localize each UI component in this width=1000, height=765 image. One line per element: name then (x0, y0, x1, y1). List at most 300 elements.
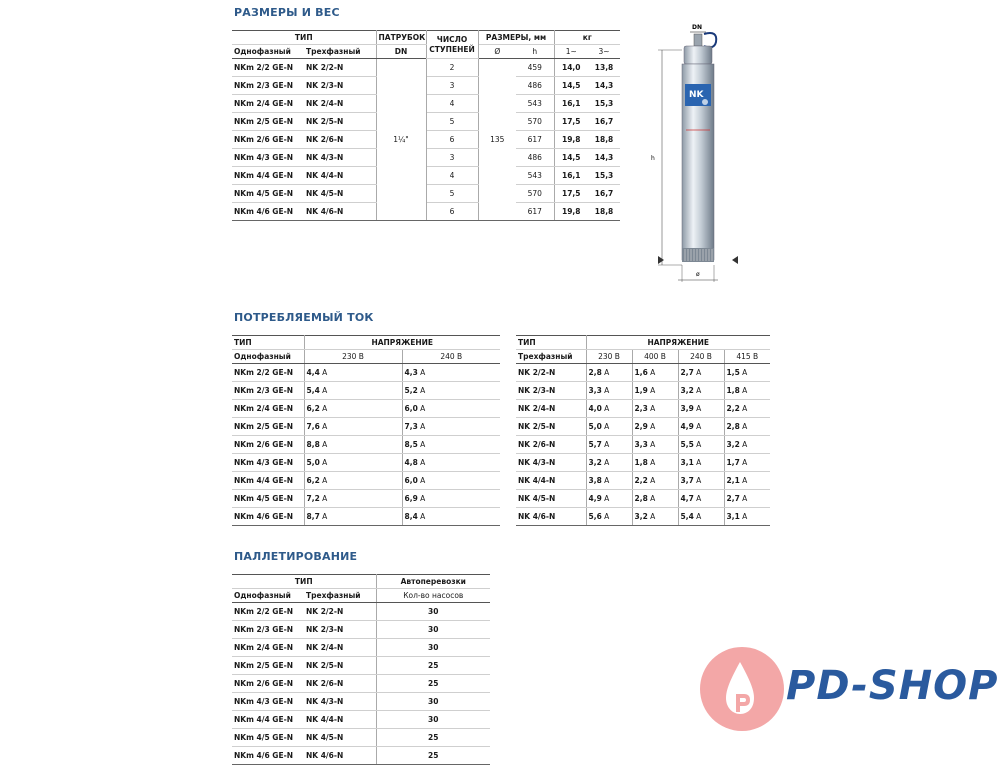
current-value: 3,2 (726, 440, 740, 449)
header-nozzle: ПАТРУБОК (376, 31, 426, 45)
h-value: 617 (516, 131, 554, 149)
model-single: NKm 2/5 GE-N (232, 418, 304, 436)
pallet-header-type: ТИП (232, 575, 376, 589)
model-single: NKm 4/6 GE-N (232, 203, 304, 221)
weight-3ph: 18,8 (588, 131, 620, 149)
current-230 (586, 418, 632, 436)
current-unit: A (417, 494, 426, 503)
pump-qty: 25 (376, 729, 490, 747)
current-value: 3,8 (588, 476, 602, 485)
model-single: NKm 4/3 GE-N (232, 149, 304, 167)
current-unit: A (647, 512, 656, 521)
table-row (232, 603, 490, 621)
current-unit: A (693, 494, 702, 503)
current-value: 3,1 (726, 512, 740, 521)
model-three: NK 2/2-N (304, 603, 376, 621)
model-three: NK 2/6-N (516, 436, 586, 454)
table-row (232, 400, 500, 418)
pallet-table (232, 574, 490, 765)
header-dims: РАЗМЕРЫ, мм (478, 31, 554, 45)
model-three: NK 4/4-N (304, 711, 376, 729)
h-value: 486 (516, 149, 554, 167)
stages-value: 3 (426, 149, 478, 167)
table-row (232, 639, 490, 657)
stages-value: 3 (426, 77, 478, 95)
stages-value: 4 (426, 95, 478, 113)
h-value: 617 (516, 203, 554, 221)
model-three: NK 2/3-N (304, 621, 376, 639)
current-415 (724, 454, 770, 472)
current-value: 5,5 (680, 440, 694, 449)
current-unit: A (693, 440, 702, 449)
model-single: NKm 4/3 GE-N (232, 693, 304, 711)
cur3-header-v3: 240 В (678, 350, 724, 364)
current-value: 2,2 (634, 476, 648, 485)
current-230 (586, 472, 632, 490)
current-unit: A (647, 476, 656, 485)
current-unit: A (417, 404, 426, 413)
current-value: 1,6 (634, 368, 648, 377)
current-unit: A (601, 404, 610, 413)
model-single: NKm 2/3 GE-N (232, 621, 304, 639)
current-unit: A (319, 512, 328, 521)
current-unit: A (739, 422, 748, 431)
table-row (232, 59, 620, 77)
model-three: NK 2/4-N (516, 400, 586, 418)
cur3-header-v1: 230 В (586, 350, 632, 364)
current-unit: A (693, 458, 702, 467)
table-row (516, 382, 770, 400)
table-row (232, 657, 490, 675)
cur3-header-type: ТИП (516, 336, 586, 350)
model-three: NK 4/6-N (304, 747, 376, 765)
current-value: 4,0 (588, 404, 602, 413)
current-value: 2,8 (726, 422, 740, 431)
table-row (516, 508, 770, 526)
cur1-header-v2: 240 В (402, 350, 500, 364)
weight-1ph: 16,1 (554, 167, 588, 185)
weight-1ph: 14,5 (554, 77, 588, 95)
current-415 (724, 508, 770, 526)
current-240 (402, 472, 500, 490)
h-value: 570 (516, 113, 554, 131)
current-unit: A (601, 422, 610, 431)
current-415 (724, 364, 770, 382)
current-unit: A (601, 440, 610, 449)
weight-1ph: 19,8 (554, 203, 588, 221)
current-400 (632, 364, 678, 382)
pump-qty: 25 (376, 675, 490, 693)
weight-3ph: 15,3 (588, 167, 620, 185)
current-unit: A (647, 386, 656, 395)
weight-1ph: 14,5 (554, 149, 588, 167)
model-three: NK 2/5-N (516, 418, 586, 436)
table-row (232, 711, 490, 729)
current-230 (586, 436, 632, 454)
current-value: 4,9 (680, 422, 694, 431)
model-three: NK 2/6-N (304, 675, 376, 693)
current-230 (304, 454, 402, 472)
current-value: 6,9 (404, 494, 418, 503)
header-kg: кг (554, 31, 620, 45)
current-value: 3,7 (680, 476, 694, 485)
stages-value: 6 (426, 203, 478, 221)
table-row (232, 729, 490, 747)
current-value: 3,2 (680, 386, 694, 395)
model-three: NK 4/3-N (516, 454, 586, 472)
table-row (232, 472, 500, 490)
current-value: 6,0 (404, 404, 418, 413)
current-value: 1,7 (726, 458, 740, 467)
current-unit: A (647, 494, 656, 503)
current-230 (304, 400, 402, 418)
current-unit: A (319, 476, 328, 485)
header-three: Трехфазный (304, 45, 376, 59)
current-value: 1,8 (726, 386, 740, 395)
table-row (232, 203, 620, 221)
current-unit: A (417, 512, 426, 521)
stages-value: 6 (426, 131, 478, 149)
header-stages: ЧИСЛО СТУПЕНЕЙ (426, 31, 478, 59)
model-three: NK 4/4-N (516, 472, 586, 490)
table-row (232, 621, 490, 639)
current-unit: A (693, 368, 702, 377)
pump-qty: 30 (376, 693, 490, 711)
model-three: NK 4/3-N (304, 693, 376, 711)
current-value: 5,4 (306, 386, 320, 395)
current-unit: A (601, 458, 610, 467)
current-240 (678, 508, 724, 526)
table-row (232, 436, 500, 454)
header-dn: DN (376, 45, 426, 59)
current-value: 2,1 (726, 476, 740, 485)
current-value: 6,2 (306, 476, 320, 485)
header-1ph: 1~ (554, 45, 588, 59)
h-value: 486 (516, 77, 554, 95)
current-unit: A (601, 494, 610, 503)
model-three: NK 4/5-N (304, 185, 376, 203)
table-row (232, 675, 490, 693)
current-240 (678, 490, 724, 508)
model-single: NKm 4/5 GE-N (232, 490, 304, 508)
current-value: 3,2 (588, 458, 602, 467)
current-230 (586, 382, 632, 400)
current-415 (724, 418, 770, 436)
current-unit: A (417, 458, 426, 467)
current-value: 7,6 (306, 422, 320, 431)
header-3ph: 3~ (588, 45, 620, 59)
current-unit: A (647, 458, 656, 467)
pump-brand-label: NK (689, 90, 704, 100)
weight-3ph: 16,7 (588, 113, 620, 131)
model-three: NK 4/6-N (516, 508, 586, 526)
current-three-table (516, 335, 770, 526)
weight-3ph: 14,3 (588, 149, 620, 167)
model-three: NK 4/5-N (516, 490, 586, 508)
model-single: NKm 2/3 GE-N (232, 77, 304, 95)
section-title-palletizing: ПАЛЛЕТИРОВАНИЕ (234, 550, 358, 563)
model-single: NKm 4/6 GE-N (232, 747, 304, 765)
current-240 (678, 364, 724, 382)
current-value: 5,0 (588, 422, 602, 431)
current-value: 1,8 (634, 458, 648, 467)
current-230 (304, 418, 402, 436)
model-single: NKm 4/4 GE-N (232, 472, 304, 490)
current-240 (402, 436, 500, 454)
h-value: 543 (516, 167, 554, 185)
current-value: 5,2 (404, 386, 418, 395)
current-unit: A (739, 440, 748, 449)
current-unit: A (739, 512, 748, 521)
current-value: 7,3 (404, 422, 418, 431)
current-230 (304, 472, 402, 490)
current-415 (724, 490, 770, 508)
current-value: 5,0 (306, 458, 320, 467)
pallet-header-transport: Автоперевозки (376, 575, 490, 589)
current-unit: A (319, 458, 328, 467)
current-240 (678, 454, 724, 472)
current-value: 6,0 (404, 476, 418, 485)
pallet-header-single: Однофазный (232, 589, 304, 603)
model-single: NKm 2/6 GE-N (232, 675, 304, 693)
table-row (516, 454, 770, 472)
table-row (516, 472, 770, 490)
section-title-current: ПОТРЕБЛЯЕМЫЙ ТОК (234, 311, 374, 324)
model-three: NK 4/5-N (304, 729, 376, 747)
weight-1ph: 17,5 (554, 185, 588, 203)
current-240 (402, 400, 500, 418)
current-230 (586, 364, 632, 382)
model-three: NK 2/5-N (304, 113, 376, 131)
header-type: ТИП (232, 31, 376, 45)
current-unit: A (647, 404, 656, 413)
current-240 (402, 454, 500, 472)
table-row (516, 418, 770, 436)
current-unit: A (693, 404, 702, 413)
current-230 (586, 400, 632, 418)
current-400 (632, 436, 678, 454)
table-row (232, 747, 490, 765)
cur3-header-v4: 415 В (724, 350, 770, 364)
table-row (232, 167, 620, 185)
pump-illustration (648, 20, 748, 290)
current-value: 2,7 (726, 494, 740, 503)
current-value: 4,7 (680, 494, 694, 503)
current-unit: A (417, 386, 426, 395)
current-single-table (232, 335, 500, 526)
current-400 (632, 472, 678, 490)
pump-qty: 25 (376, 657, 490, 675)
current-value: 3,2 (634, 512, 648, 521)
stages-value: 2 (426, 59, 478, 77)
current-400 (632, 382, 678, 400)
current-unit: A (319, 386, 328, 395)
h-value: 459 (516, 59, 554, 77)
current-400 (632, 508, 678, 526)
pump-qty: 30 (376, 711, 490, 729)
current-unit: A (601, 386, 610, 395)
current-value: 3,9 (680, 404, 694, 413)
cur1-header-single: Однофазный (232, 350, 304, 364)
current-unit: A (601, 512, 610, 521)
table-row (516, 436, 770, 454)
current-unit: A (647, 440, 656, 449)
model-single: NKm 2/3 GE-N (232, 382, 304, 400)
current-230 (304, 490, 402, 508)
model-single: NKm 2/2 GE-N (232, 603, 304, 621)
pump-qty: 25 (376, 747, 490, 765)
weight-3ph: 18,8 (588, 203, 620, 221)
weight-1ph: 19,8 (554, 131, 588, 149)
current-230 (304, 382, 402, 400)
current-value: 5,4 (680, 512, 694, 521)
table-row (232, 185, 620, 203)
model-single: NKm 2/6 GE-N (232, 131, 304, 149)
current-240 (402, 508, 500, 526)
section-title-dimensions: РАЗМЕРЫ И ВЕС (234, 6, 340, 19)
weight-3ph: 14,3 (588, 77, 620, 95)
model-single: NKm 4/4 GE-N (232, 167, 304, 185)
current-415 (724, 382, 770, 400)
current-value: 8,5 (404, 440, 418, 449)
model-three: NK 2/4-N (304, 95, 376, 113)
current-240 (402, 418, 500, 436)
model-three: NK 4/4-N (304, 167, 376, 185)
stages-value: 5 (426, 113, 478, 131)
current-unit: A (417, 476, 426, 485)
current-unit: A (647, 422, 656, 431)
current-value: 8,4 (404, 512, 418, 521)
logo-text: PD-SHOP (786, 663, 999, 709)
cur1-header-type: ТИП (232, 336, 304, 350)
stages-value: 5 (426, 185, 478, 203)
table-row (232, 113, 620, 131)
current-unit: A (601, 368, 610, 377)
current-unit: A (319, 368, 328, 377)
table-row (232, 77, 620, 95)
model-single: NKm 4/5 GE-N (232, 185, 304, 203)
table-row (232, 95, 620, 113)
current-230 (304, 364, 402, 382)
model-three: NK 4/6-N (304, 203, 376, 221)
cur3-header-three: Трехфазный (516, 350, 586, 364)
table-row (232, 149, 620, 167)
current-400 (632, 490, 678, 508)
model-three: NK 2/6-N (304, 131, 376, 149)
h-value: 543 (516, 95, 554, 113)
cur3-header-voltage: НАПРЯЖЕНИЕ (586, 336, 770, 350)
current-unit: A (601, 476, 610, 485)
current-value: 8,7 (306, 512, 320, 521)
current-230 (586, 454, 632, 472)
current-unit: A (319, 440, 328, 449)
model-single: NKm 2/5 GE-N (232, 113, 304, 131)
current-unit: A (739, 404, 748, 413)
table-row (232, 693, 490, 711)
current-unit: A (319, 404, 328, 413)
h-value: 570 (516, 185, 554, 203)
table-row (232, 508, 500, 526)
model-three: NK 2/2-N (304, 59, 376, 77)
current-240 (678, 436, 724, 454)
model-single: NKm 2/6 GE-N (232, 436, 304, 454)
table-row (516, 400, 770, 418)
current-value: 3,1 (680, 458, 694, 467)
current-value: 1,9 (634, 386, 648, 395)
table-row (516, 364, 770, 382)
dn-value: 1¼" (376, 59, 426, 221)
current-unit: A (417, 440, 426, 449)
current-415 (724, 436, 770, 454)
model-single: NKm 4/4 GE-N (232, 711, 304, 729)
model-single: NKm 2/4 GE-N (232, 95, 304, 113)
weight-1ph: 16,1 (554, 95, 588, 113)
model-single: NKm 2/5 GE-N (232, 657, 304, 675)
table-row (232, 382, 500, 400)
table-row (232, 418, 500, 436)
header-diam: Ø (478, 45, 516, 59)
stages-value: 4 (426, 167, 478, 185)
pump-dn-label: DN (692, 24, 703, 31)
model-three: NK 4/3-N (304, 149, 376, 167)
model-three: NK 2/3-N (304, 77, 376, 95)
current-400 (632, 400, 678, 418)
current-240 (678, 418, 724, 436)
pump-qty: 30 (376, 603, 490, 621)
table-row (516, 490, 770, 508)
model-three: NK 2/5-N (304, 657, 376, 675)
model-single: NKm 2/4 GE-N (232, 639, 304, 657)
model-single: NKm 2/4 GE-N (232, 400, 304, 418)
current-unit: A (739, 494, 748, 503)
current-230 (304, 436, 402, 454)
current-value: 2,8 (588, 368, 602, 377)
table-row (232, 364, 500, 382)
model-three: NK 2/4-N (304, 639, 376, 657)
current-unit: A (739, 458, 748, 467)
cur1-header-voltage: НАПРЯЖЕНИЕ (304, 336, 500, 350)
current-unit: A (693, 386, 702, 395)
pallet-header-qty: Кол-во насосов (376, 589, 490, 603)
current-value: 4,3 (404, 368, 418, 377)
current-400 (632, 418, 678, 436)
model-single: NKm 2/2 GE-N (232, 59, 304, 77)
current-value: 1,5 (726, 368, 740, 377)
current-240 (402, 382, 500, 400)
current-value: 4,4 (306, 368, 320, 377)
pump-qty: 30 (376, 639, 490, 657)
table-row (232, 131, 620, 149)
current-415 (724, 472, 770, 490)
model-three: NK 2/3-N (516, 382, 586, 400)
current-value: 3,3 (588, 386, 602, 395)
current-unit: A (417, 368, 426, 377)
current-value: 7,2 (306, 494, 320, 503)
dimensions-table (232, 30, 620, 221)
current-400 (632, 454, 678, 472)
current-value: 2,3 (634, 404, 648, 413)
cur3-header-v2: 400 В (632, 350, 678, 364)
current-unit: A (739, 476, 748, 485)
current-unit: A (739, 368, 748, 377)
current-value: 8,8 (306, 440, 320, 449)
current-value: 2,7 (680, 368, 694, 377)
pump-diam-label: ø (696, 271, 700, 278)
current-240 (678, 400, 724, 418)
table-row (232, 454, 500, 472)
current-240 (402, 490, 500, 508)
current-value: 2,9 (634, 422, 648, 431)
